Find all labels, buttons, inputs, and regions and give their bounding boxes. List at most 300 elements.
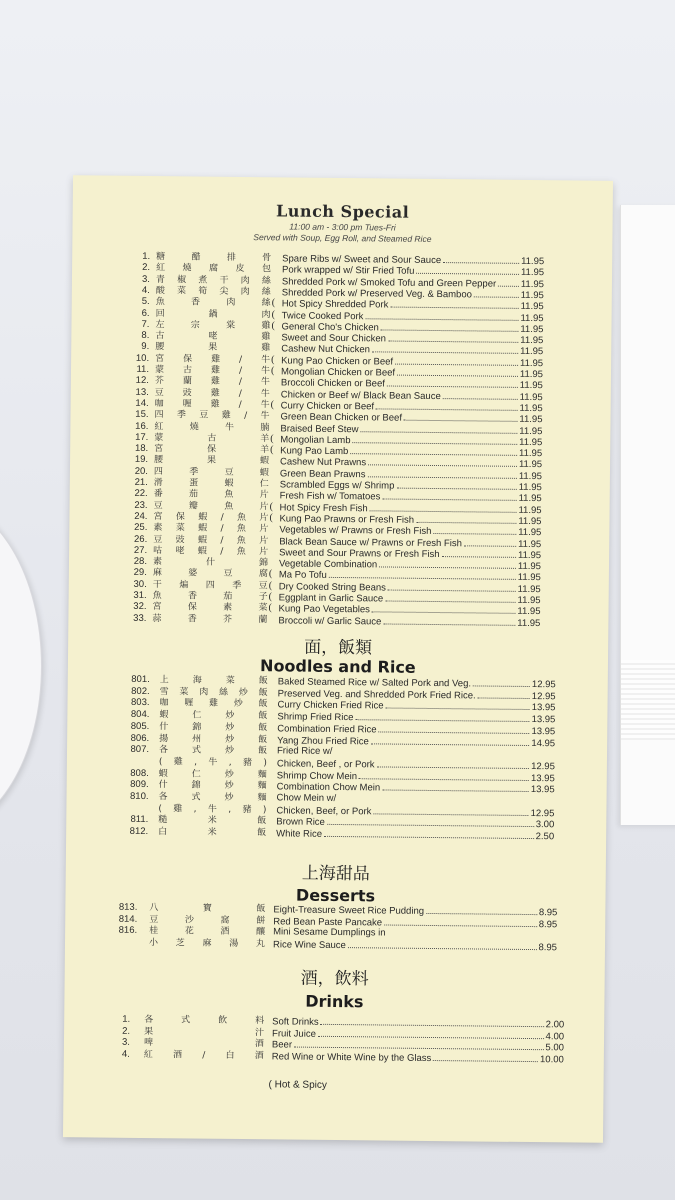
dot-leader bbox=[329, 569, 516, 580]
chinese-char: 各 bbox=[144, 1014, 154, 1026]
item-description: Sweet and Sour Chicken bbox=[281, 332, 386, 345]
chinese-char: 仁 bbox=[192, 710, 202, 721]
item-chinese-name bbox=[144, 1049, 264, 1062]
item-number: 26. bbox=[133, 533, 148, 545]
item-number: 19. bbox=[134, 454, 149, 466]
chinese-char: 青 bbox=[155, 274, 166, 285]
chinese-char: 紅 bbox=[156, 263, 166, 274]
dot-leader bbox=[383, 615, 515, 625]
chinese-char: 素 bbox=[152, 557, 163, 568]
chinese-char: 沙 bbox=[184, 915, 194, 926]
chinese-char: 蝦 bbox=[224, 478, 234, 489]
chinese-char: 牛 bbox=[261, 354, 271, 365]
chinese-char: 雞 bbox=[261, 320, 271, 332]
chinese-char: 雞 bbox=[173, 803, 183, 815]
chinese-char: 炒 bbox=[224, 792, 234, 803]
chinese-char: 牛 bbox=[208, 757, 218, 768]
chinese-char: 炒 bbox=[224, 769, 234, 780]
chinese-char: 豆 bbox=[199, 410, 209, 421]
dot-leader bbox=[478, 689, 530, 699]
item-number: 15. bbox=[135, 409, 149, 421]
dot-leader bbox=[381, 321, 519, 331]
item-number: 810. bbox=[129, 790, 149, 803]
chinese-char: 肉 bbox=[199, 687, 209, 698]
dot-leader bbox=[395, 355, 518, 365]
item-description: Kung Pao Prawns or Fresh Fish bbox=[279, 513, 415, 526]
chinese-char: / bbox=[220, 535, 224, 546]
item-number: 2. bbox=[142, 262, 151, 274]
chinese-char: 仁 bbox=[259, 479, 269, 490]
chinese-char: 酒 bbox=[220, 927, 230, 938]
chinese-char: 茄 bbox=[188, 489, 199, 500]
chinese-char: / bbox=[220, 523, 224, 534]
chinese-char: 片 bbox=[259, 546, 269, 558]
chinese-char: 飯 bbox=[258, 711, 268, 722]
item-number: 803. bbox=[130, 697, 150, 709]
chinese-char: ) bbox=[263, 758, 267, 769]
chinese-char: 錦 bbox=[191, 780, 201, 791]
chinese-char: 包 bbox=[261, 264, 272, 275]
item-description: Shredded Pork w/ Preserved Veg. & Bamboo bbox=[281, 287, 472, 301]
item-number: 7. bbox=[141, 318, 150, 330]
chinese-char: 保 bbox=[183, 354, 193, 365]
chinese-char: 菜 bbox=[175, 523, 185, 534]
dot-leader bbox=[377, 758, 530, 769]
item-price: 14.95 bbox=[531, 737, 556, 749]
chinese-char: 腐 bbox=[208, 263, 219, 275]
chinese-char: / bbox=[220, 512, 224, 523]
item-number: 12. bbox=[135, 375, 149, 387]
chinese-char: 腰 bbox=[154, 455, 164, 466]
chinese-char: 炒 bbox=[225, 722, 235, 733]
chinese-char: 菜 bbox=[179, 687, 189, 698]
item-number: 3. bbox=[141, 273, 151, 285]
chinese-char: 魚 bbox=[236, 546, 246, 557]
dot-leader bbox=[350, 445, 517, 456]
item-description: Beer bbox=[271, 1039, 293, 1051]
item-number: 4. bbox=[141, 284, 150, 296]
item-description: Brown Rice bbox=[276, 816, 325, 829]
item-description: Cashew Nut Chicken bbox=[281, 343, 371, 356]
item-price: 13.95 bbox=[531, 702, 556, 714]
item-price: 11.95 bbox=[520, 278, 544, 290]
item-description: Spare Ribs w/ Sweet and Sour Sauce bbox=[282, 253, 442, 267]
item-price: 13.95 bbox=[531, 725, 556, 738]
dot-leader bbox=[321, 1016, 544, 1027]
chinese-char: 芥 bbox=[223, 614, 233, 625]
chinese-char: 州 bbox=[192, 733, 202, 745]
chinese-char: 保 bbox=[187, 602, 197, 613]
item-description: Ma Po Tofu bbox=[278, 569, 327, 582]
chinese-char: 式 bbox=[191, 792, 201, 803]
dot-leader bbox=[416, 265, 519, 275]
chinese-char: 麵 bbox=[257, 781, 267, 792]
chinese-char: 絲 bbox=[261, 298, 271, 309]
chinese-char: 雞 bbox=[210, 365, 221, 376]
chinese-char: 魚 bbox=[155, 297, 165, 308]
chinese-char: 肉 bbox=[240, 286, 250, 297]
item-number: 16. bbox=[135, 420, 149, 432]
item-description: Dry Cooked String Beans bbox=[278, 581, 387, 594]
dot-leader bbox=[294, 1039, 544, 1051]
item-description: Kung Pao Chicken or Beef bbox=[281, 355, 394, 368]
item-price: 11.95 bbox=[517, 572, 541, 584]
item-description: Chicken or Beef w/ Black Bean Sauce bbox=[280, 388, 441, 402]
chinese-char: 菜 bbox=[225, 675, 235, 686]
chinese-char: 魚 bbox=[224, 490, 234, 501]
item-price: 11.95 bbox=[518, 481, 542, 494]
item-price: 11.95 bbox=[521, 255, 545, 268]
hot-spicy-icon: ( bbox=[270, 433, 274, 445]
hot-spicy-icon: ( bbox=[269, 512, 273, 524]
dot-leader bbox=[327, 816, 534, 827]
chinese-char: 炒 bbox=[225, 734, 235, 745]
chinese-char: 茄 bbox=[223, 591, 233, 602]
item-number: 816. bbox=[118, 925, 138, 937]
chinese-char: 子 bbox=[258, 592, 268, 603]
chinese-char: 牛 bbox=[225, 422, 235, 433]
dot-leader bbox=[376, 400, 518, 410]
chinese-char: 左 bbox=[155, 319, 165, 330]
item-price: 11.95 bbox=[519, 447, 543, 460]
hot-spicy-icon: ( bbox=[269, 500, 273, 512]
dot-leader bbox=[371, 735, 530, 746]
chinese-char: 鍋 bbox=[208, 309, 218, 320]
chinese-char: 麵 bbox=[257, 769, 267, 780]
chinese-char: 蝦 bbox=[197, 535, 208, 546]
chinese-char: 宮 bbox=[155, 353, 165, 364]
chinese-char: 酒 bbox=[254, 1051, 264, 1062]
chinese-char: 酸 bbox=[155, 285, 165, 297]
drinks-title: Drinks bbox=[305, 991, 364, 1012]
item-price: 11.95 bbox=[519, 425, 543, 437]
chinese-char: 雞 bbox=[210, 376, 220, 388]
chinese-char: 蛋 bbox=[189, 478, 199, 489]
chinese-char: 保 bbox=[175, 512, 185, 523]
chinese-char: 蒙 bbox=[154, 365, 165, 376]
chinese-char: 季 bbox=[176, 410, 186, 421]
chinese-char: 片 bbox=[259, 524, 269, 535]
hot-spicy-icon: ( bbox=[268, 579, 273, 591]
chinese-char: 雞 bbox=[261, 332, 271, 343]
chinese-char: 牛 bbox=[260, 411, 270, 422]
napkin bbox=[620, 205, 675, 825]
item-number: 806. bbox=[130, 732, 150, 744]
chinese-char: 羊 bbox=[260, 433, 270, 445]
item-price: 12.95 bbox=[531, 690, 556, 702]
desserts-title: Desserts bbox=[295, 885, 376, 906]
dot-leader bbox=[385, 592, 515, 602]
item-price: 11.95 bbox=[519, 380, 543, 392]
chinese-char: 片 bbox=[259, 501, 269, 512]
lunch-served-with: Served with Soup, Egg Roll, and Steamed Rice bbox=[253, 232, 432, 244]
hot-spicy-icon: ( bbox=[270, 399, 275, 411]
item-description: Green Bean Prawns bbox=[279, 468, 366, 480]
chinese-char: 肉 bbox=[240, 275, 250, 286]
item-price: 11.95 bbox=[518, 504, 542, 516]
chinese-char: 椒 bbox=[177, 274, 187, 285]
chinese-char: 果 bbox=[208, 343, 218, 354]
dot-leader bbox=[379, 559, 516, 569]
item-price: 11.95 bbox=[520, 267, 545, 279]
chinese-char: 蝦 bbox=[197, 546, 207, 557]
chinese-char: 季 bbox=[189, 467, 199, 478]
chinese-char: 飯 bbox=[257, 816, 267, 827]
chinese-char: 什 bbox=[159, 721, 169, 733]
item-price: 11.95 bbox=[519, 357, 544, 369]
chinese-char: 飯 bbox=[258, 687, 268, 698]
item-number: 805. bbox=[130, 720, 150, 732]
item-number: 23. bbox=[134, 499, 148, 511]
chinese-char: 蝦 bbox=[259, 467, 269, 478]
item-description: Fruit Juice bbox=[272, 1028, 316, 1040]
item-number: 801. bbox=[131, 673, 150, 686]
item-number: 1. bbox=[122, 1013, 131, 1025]
item-description: Mongolian Chicken or Beef bbox=[280, 366, 396, 379]
chinese-char: 四 bbox=[154, 410, 164, 421]
item-number: 11. bbox=[136, 363, 150, 376]
item-description: Braised Beef Stew bbox=[280, 422, 359, 435]
item-price: 11.95 bbox=[519, 436, 543, 448]
item-description: Eggplant in Garlic Sauce bbox=[278, 592, 384, 605]
chinese-char: 桂 bbox=[149, 926, 159, 937]
chinese-char: 煸 bbox=[179, 580, 189, 591]
chinese-char: ( bbox=[158, 757, 163, 768]
chinese-char: 菜 bbox=[176, 286, 187, 297]
item-description: White Rice bbox=[276, 828, 323, 840]
hot-spicy-icon: ( bbox=[271, 297, 276, 309]
chinese-char: 上 bbox=[159, 675, 169, 686]
chinese-char: 季 bbox=[232, 580, 242, 591]
item-price: 11.95 bbox=[517, 583, 541, 595]
item-price: 12.95 bbox=[531, 760, 555, 773]
item-chinese-name bbox=[158, 826, 266, 839]
item-price: 11.95 bbox=[519, 402, 543, 415]
dot-leader bbox=[379, 723, 530, 734]
item-price: 11.95 bbox=[517, 560, 542, 573]
item-description: Shredded Pork w/ Smoked Tofu and Green Pepper bbox=[281, 275, 497, 290]
item-description: Scrambled Eggs w/ Shrimp bbox=[279, 479, 395, 492]
chinese-char: 飯 bbox=[257, 828, 267, 839]
chinese-char: , bbox=[194, 757, 198, 768]
chinese-char: 錦 bbox=[258, 558, 269, 569]
chinese-char: 蝦 bbox=[159, 710, 169, 721]
dot-leader bbox=[443, 390, 518, 400]
chinese-char: 腐 bbox=[258, 569, 268, 580]
dot-leader bbox=[396, 480, 516, 490]
dot-leader bbox=[404, 412, 518, 422]
item-description: Red Wine or White Wine by the Glass bbox=[271, 1051, 432, 1065]
item-price: 11.95 bbox=[519, 391, 543, 403]
chinese-char: 豆 bbox=[258, 580, 268, 591]
chinese-char: / bbox=[238, 399, 242, 410]
item-price: 10.00 bbox=[539, 1054, 564, 1066]
item-number: 811. bbox=[130, 814, 149, 826]
chinese-char: 宮 bbox=[153, 511, 163, 523]
item-number: 24. bbox=[134, 510, 148, 522]
chinese-char: 豉 bbox=[182, 387, 192, 399]
item-price: 4.00 bbox=[545, 1030, 565, 1043]
item-number: 812. bbox=[129, 825, 149, 838]
chinese-char: 雞 bbox=[221, 410, 231, 422]
chinese-char: , bbox=[228, 804, 232, 815]
item-number: 27. bbox=[133, 544, 148, 556]
chinese-char: 麻 bbox=[152, 568, 162, 579]
chinese-char: 咖 bbox=[159, 698, 169, 709]
item-number: 33. bbox=[133, 612, 147, 624]
item-number: 32. bbox=[133, 601, 147, 613]
hot-spicy-icon: ( bbox=[268, 591, 273, 603]
chinese-char: 雞 bbox=[210, 399, 220, 410]
item-price: 11.95 bbox=[517, 594, 541, 607]
item-chinese-name bbox=[149, 937, 265, 950]
item-description: Baked Steamed Rice w/ Salted Pork and Veg. bbox=[277, 676, 472, 690]
chinese-char: 芥 bbox=[154, 376, 164, 387]
chinese-char: 古 bbox=[182, 365, 193, 376]
item-number: 8. bbox=[141, 330, 150, 342]
item-number: 5. bbox=[141, 296, 150, 308]
item-price: 11.95 bbox=[518, 515, 542, 528]
chinese-char: 魚 bbox=[224, 501, 234, 512]
item-description: Cashew Nut Prawns bbox=[279, 456, 367, 469]
item-number: 21. bbox=[134, 476, 148, 488]
chinese-char: / bbox=[244, 411, 248, 422]
chinese-char: 式 bbox=[181, 1015, 191, 1026]
dot-leader bbox=[464, 537, 516, 547]
item-price: 8.95 bbox=[538, 918, 558, 930]
item-description-line bbox=[276, 827, 554, 843]
chinese-char: / bbox=[202, 1050, 206, 1061]
item-price: 11.95 bbox=[520, 323, 544, 335]
item-number: 10. bbox=[135, 352, 150, 364]
chinese-char: 蝦 bbox=[259, 456, 270, 467]
item-price: 11.95 bbox=[517, 606, 541, 618]
item-description: Sweet and Sour Prawns or Fresh Fish bbox=[279, 547, 440, 560]
chinese-char: 白 bbox=[225, 1050, 235, 1062]
item-price: 12.95 bbox=[531, 679, 556, 691]
hot-spicy-icon: ( bbox=[271, 320, 275, 332]
chinese-char: 飯 bbox=[258, 734, 268, 745]
item-number: 9. bbox=[141, 341, 150, 353]
item-description: Shrimp Fried Rice bbox=[277, 711, 354, 724]
chinese-char: 豬 bbox=[242, 757, 253, 768]
noodles-title: Noodles and Rice bbox=[260, 656, 416, 677]
item-number: 807. bbox=[130, 744, 150, 756]
item-description: Kung Pao Vegetables bbox=[278, 603, 370, 616]
chinese-char: 紅 bbox=[143, 1050, 153, 1061]
dot-leader bbox=[324, 828, 534, 839]
chinese-char: 麵 bbox=[257, 793, 267, 804]
chinese-char: 寶 bbox=[202, 903, 212, 914]
chinese-char: 素 bbox=[153, 523, 163, 534]
chinese-char: 豆 bbox=[149, 914, 159, 925]
chinese-char: 丸 bbox=[255, 939, 266, 950]
item-price: 11.95 bbox=[517, 617, 541, 629]
chinese-char: 牛 bbox=[260, 377, 270, 388]
chinese-char: 牛 bbox=[260, 400, 270, 411]
item-price: 2.00 bbox=[545, 1019, 565, 1031]
chinese-char: 揚 bbox=[159, 733, 169, 744]
item-description: General Cho's Chicken bbox=[281, 321, 379, 334]
item-number: 6. bbox=[141, 307, 150, 319]
chinese-char: 雞 bbox=[210, 388, 220, 399]
item-description: Fried Rice w/ bbox=[276, 745, 333, 758]
chinese-char: 米 bbox=[207, 827, 217, 838]
chinese-char: 釀 bbox=[256, 927, 266, 938]
dot-leader bbox=[361, 423, 518, 434]
chinese-char: 錦 bbox=[192, 722, 202, 733]
item-price: 11.95 bbox=[519, 368, 544, 381]
item-description: Chow Mein w/ bbox=[276, 792, 337, 804]
item-description: Kung Pao Lamb bbox=[280, 445, 349, 458]
item-price: 2.50 bbox=[535, 831, 555, 843]
chinese-char: 牛 bbox=[260, 366, 271, 377]
chinese-char: 筍 bbox=[198, 286, 208, 297]
dot-leader bbox=[433, 1052, 538, 1062]
chinese-char: 飯 bbox=[257, 746, 268, 757]
hot-spicy-label: Hot & Spicy bbox=[274, 1079, 327, 1091]
dot-leader bbox=[368, 457, 517, 468]
item-number: 2. bbox=[122, 1025, 131, 1037]
chinese-char: 蘭 bbox=[182, 376, 192, 387]
dot-leader bbox=[390, 299, 518, 309]
item-description: Combination Fried Rice bbox=[277, 723, 377, 736]
chinese-char: 海 bbox=[192, 675, 202, 686]
chinese-char: 牛 bbox=[207, 804, 217, 815]
chinese-char: 棠 bbox=[226, 320, 236, 331]
item-number: 813. bbox=[118, 901, 138, 913]
item-price: 11.95 bbox=[518, 459, 543, 471]
chinese-char: 各 bbox=[158, 792, 168, 803]
chinese-char: 保 bbox=[207, 444, 217, 455]
desserts-cn-title: 上海甜品 bbox=[301, 863, 370, 885]
chinese-char: 素 bbox=[223, 603, 233, 614]
chinese-char: 蒙 bbox=[154, 432, 164, 443]
item-number: 804. bbox=[130, 708, 150, 721]
item-number: 13. bbox=[135, 386, 149, 398]
chinese-char: 肉 bbox=[261, 309, 271, 320]
chinese-char: 片 bbox=[259, 535, 269, 546]
chinese-char: 喱 bbox=[184, 698, 194, 709]
chinese-char: 四 bbox=[153, 466, 164, 477]
chinese-char: 窩 bbox=[220, 915, 230, 926]
item-description: Yang Zhou Fried Rice bbox=[277, 734, 369, 747]
chinese-char: 飯 bbox=[256, 904, 266, 915]
item-number: 31. bbox=[133, 589, 147, 601]
chinese-char: 芝 bbox=[175, 938, 185, 949]
lunch-hours: 11:00 am - 3:00 pm Tues-Fri bbox=[289, 221, 396, 233]
napkin-band bbox=[621, 660, 675, 740]
chinese-char: 絲 bbox=[218, 687, 229, 698]
chinese-char: 啤 bbox=[143, 1038, 154, 1049]
chinese-char: 滑 bbox=[153, 478, 163, 489]
hot-spicy-icon: ( bbox=[268, 602, 272, 614]
item-description: Preserved Veg. and Shredded Pork Fried Rice. bbox=[277, 688, 476, 702]
item-number: 30. bbox=[133, 578, 147, 590]
item-description: Eight-Treasure Sweet Rice Pudding bbox=[273, 904, 425, 917]
chinese-char: 飯 bbox=[258, 699, 268, 710]
chinese-char: 宮 bbox=[152, 602, 162, 613]
chinese-char: 蝦 bbox=[198, 512, 208, 523]
item-number: 1. bbox=[142, 250, 151, 263]
item-description: Vegetable Combination bbox=[278, 558, 378, 571]
item-description: Curry Chicken Fried Rice bbox=[277, 699, 384, 712]
item-description: Chicken, Beef , or Pork bbox=[276, 758, 375, 771]
item-description: Black Bean Sauce w/ Prawns or Fresh Fish bbox=[279, 535, 462, 549]
chinese-char: 雞 bbox=[173, 757, 183, 768]
chinese-char: 八 bbox=[149, 903, 159, 914]
hot-spicy-icon: ( bbox=[270, 365, 275, 377]
